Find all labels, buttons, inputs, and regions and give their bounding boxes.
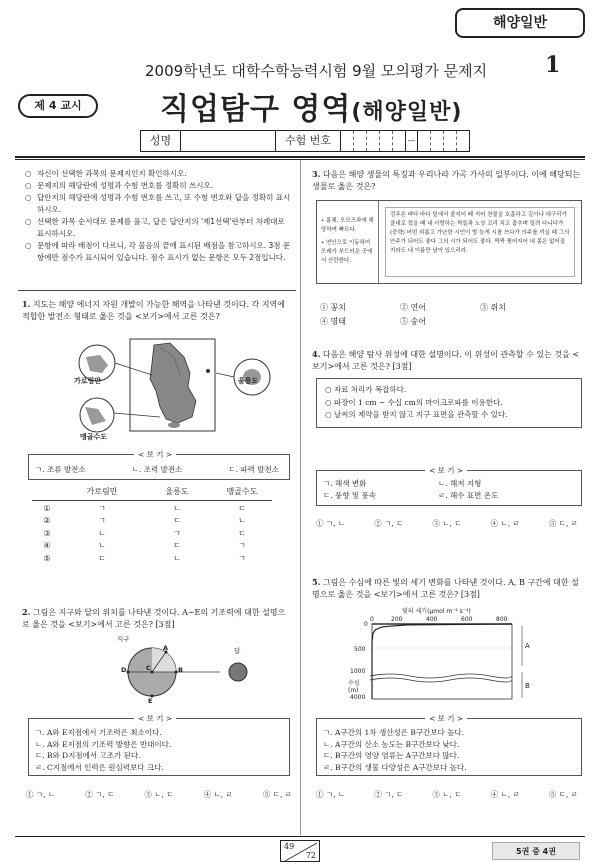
table-header: 가로림만 [86,487,118,496]
bogi-item: ㄴ. 조력 발전소 [131,465,183,474]
bogi-item: ㄱ. A와 E지점에서 기조력은 최소이다. [35,728,162,737]
q3-left-box: • 몸체, 오모즈과에 해당하며 빠르다. • 연안으로 이동하여 모래가 부드러운 곳에서 산란한다. [317,201,379,283]
fig-label: 지구 [117,635,130,643]
q4-bogi-box [316,466,582,506]
exam-number-field[interactable]: — [341,131,469,151]
y-axis-label: 수심 (m) [348,680,360,694]
choice-1[interactable]: ① 꽁치 [320,303,346,312]
y-tick: 1000 [350,668,366,675]
light-depth-chart [340,606,540,706]
choice-2[interactable]: ② ㄱ, ㄷ [85,790,115,799]
question-number: 2. [22,607,31,617]
choice-2[interactable]: ② ㄱ, ㄷ [374,790,404,799]
x-tick: 600 [461,616,473,623]
chart-title: 빛의 세기(μmol m⁻² s⁻¹) [402,608,471,615]
question-text: 그림은 수심에 따른 빛의 세기 변화를 나타낸 것이다. A, B 구간에 대한 설명으로 옳은 것을 <보기>에서 고른 것은? [3점] [312,578,579,599]
q5-bogi-box [316,714,582,776]
fig-label: C [146,664,151,672]
bogi-item: ㄹ. B구간의 생물 다양성은 A구간보다 높다. [323,762,467,772]
q5-choices [316,789,578,800]
y-tick: 0 [364,621,368,628]
choice-1[interactable]: ① ㄱ, ㄴ [316,519,346,528]
q3-info-box [316,200,582,284]
x-tick: 0 [370,616,374,623]
bogi-item: ㄴ. A구간의 산소 농도는 B구간보다 낮다. [323,739,460,749]
x-tick: 200 [391,616,403,623]
bogi-item: ㄱ. 해색 변화 [323,479,367,488]
question-number: 3. [312,169,321,179]
subject-title [160,84,462,128]
map-label-maenggol: 맹골수도 [80,433,108,441]
bogi-item: ㄷ. B구간의 영양 염류는 A구간보다 많다. [323,751,460,760]
subject-tag: 해양일반 [455,8,585,38]
desc-item: ○ 자료 처리가 복잡하다. [325,385,407,394]
choice-5[interactable]: ⑤ ㄷ, ㄹ [262,790,292,799]
question-number: 5. [312,577,321,587]
choice-4[interactable]: ④ ㄴ, ㄹ [490,790,520,799]
choice-4[interactable]: ④ ㄴ, ㄹ [203,790,233,799]
table-header: 맹골수도 [226,487,258,496]
x-tick: 800 [496,616,508,623]
choice-4[interactable]: ④ ㄴ, ㄹ [490,519,520,528]
q2-choices [26,789,292,800]
period-label: 제 4 교시 [18,94,98,118]
instruction-item: ○ 문항에 따라 배점이 다르니, 각 물음의 끝에 표시된 배점을 참고하시오. 3점 문항에만 점수가 표시되어 있습니다. 점수 표시가 없는 문항은 모두 2점입니다. [25,241,291,262]
choice-3[interactable]: ③ 쥐치 [480,303,506,312]
choice-3[interactable]: ③ ㄴ, ㄷ [432,519,462,528]
q4-choices [316,518,578,529]
question-number: 1. [22,299,31,309]
bogi-title: < 보 기 > [134,713,176,724]
choice-3[interactable]: ③ ㄴ, ㄷ [144,790,174,799]
page-counter [280,840,320,862]
question-number: 4. [312,349,321,359]
choice-3[interactable]: ③ ㄴ, ㄷ [432,790,462,799]
desc-item: ○ 날씨의 제약을 받지 않고 지구 표면을 관측할 수 있다. [325,410,508,419]
fig-label: A [163,644,169,652]
instruction-item: ○ 답안지의 해당란에 성명과 수험 번호를 쓰고, 또 수험 번호와 답을 정확히 표시하시오. [25,193,291,214]
bogi-title: < 보 기 > [425,465,467,476]
choice-2[interactable]: ② 연어 [400,303,426,312]
q4-desc-box [316,378,582,428]
table-row[interactable]: ① ㄱ ㄴ ㄷ [43,503,246,513]
bogi-item: ㄱ. 조류 발전소 [35,465,86,474]
question-text: 지도는 해양 에너지 자원 개발이 가능한 해역을 나타낸 것이다. 각 지역에 적합한 발전소 형태로 옳은 것을 <보기>에서 고른 것은? [22,300,285,321]
page-current: 49 [284,842,295,851]
bogi-item: ㄹ. C지점에서 인력은 원심력보다 크다. [35,762,164,772]
bogi-item: ㄹ. 해수 표면 온도 [438,491,499,500]
name-field[interactable] [181,131,276,151]
map-label-ulleungdo: 울릉도 [238,377,259,385]
q3-right-box: 검푸른 바다 바다 밑에서 줄지어 떼 지어 찬물을 호흡하고 길이나 대구리가 클대로 컸을 때 내 사랑하는 짝들과 노상 꼬리 치고 춤추며 밀려 다니다가 (중략) 어떤 외롭고 가난한 시인이 밤 늦게 시를 쓰다가 의주를 끼실 때 그의 안주가 되어도 좋다 그의 시가 되어도 좋다. 짝짝 찢어지어 내 몸은 없어질지라도 내 이름만 남아 있으리라. [385,207,575,277]
choice-1[interactable]: ① ㄱ, ㄴ [26,790,56,799]
name-number-box [140,130,470,152]
question-1 [22,298,292,323]
desc-item: ○ 파장이 1 cm ~ 수십 cm의 마이크로파를 이용한다. [325,397,503,407]
bogi-item: ㄴ. 해저 지형 [438,479,482,488]
question-3 [312,168,584,193]
fig-label: E [148,697,153,705]
subject-title-sub: (해양일반) [351,100,463,125]
fig-label: B [178,666,183,674]
zone-label-a: A [525,642,530,650]
page-number: 1 [545,52,561,78]
question-4 [312,348,584,373]
instruction-item: ○ 문제지의 해당란에 성명과 수험 번호를 정확히 쓰시오. [25,181,214,190]
q3-choices [320,302,570,327]
subject-title-main: 직업탐구 영역 [160,92,352,127]
y-tick: 500 [354,646,366,653]
instruction-item: ○ 자신이 선택한 과목의 문제지인지 확인하시오. [25,169,187,178]
table-row[interactable]: ④ ㄴ ㄷ ㄱ [43,541,246,550]
fig-label: D [121,666,127,674]
bogi-item: ㄷ. 파력 발전소 [228,465,279,474]
question-text: 그림은 지구와 달의 위치를 나타낸 것이다. A~E의 기조력에 대한 설명으로 옳은 것을 <보기>에서 고른 것은? [3점] [22,608,286,629]
name-label: 성명 [141,131,181,151]
table-header: 울릉도 [165,487,189,496]
q2-bogi-box [28,714,290,776]
zone-label-b: B [525,682,530,690]
instruction-item: ○ 선택한 과목 순서대로 문제를 풀고, 답은 답안지의 '제1선택'란부터 차례대로 표시하시오. [25,217,285,238]
table-row[interactable]: ⑤ ㄷ ㄴ ㄱ [43,553,246,563]
y-tick: 4000 [350,694,366,701]
bogi-item: ㄴ. A와 E지점의 기조력 방향은 반대이다. [35,739,172,749]
question-2 [22,606,292,631]
choice-5[interactable]: ⑤ ㄷ, ㄹ [548,519,578,528]
question-text: 다음은 해양 생물의 특징과 우리나라 가곡 가사의 일부이다. 이에 해당되는 생물로 옳은 것은? [312,170,581,191]
page-total: 72 [305,851,316,860]
bogi-item: ㄱ. A구간의 1차 생산성은 B구간보다 높다. [323,728,465,737]
choice-5[interactable]: ⑤ 숭어 [400,317,426,326]
bogi-item: ㄷ. B와 D지점에서 고조가 된다. [35,751,141,760]
q1-bogi-box [28,450,290,480]
choice-4[interactable]: ④ 명태 [320,317,346,326]
question-5 [312,576,584,601]
map-label-garorim: 가로림만 [74,377,102,385]
volume-badge: 5권 중 4권 [492,842,580,860]
bogi-title: < 보 기 > [425,713,467,724]
bogi-title: < 보 기 > [134,449,176,460]
exam-number-label: 수험 번호 [276,131,341,151]
instructions [25,168,293,264]
fig-label: 달 [234,647,241,655]
q1-answer-table [32,486,272,565]
exam-title: 2009학년도 대학수학능력시험 9월 모의평가 문제지 [145,62,488,80]
table-row[interactable]: ③ ㄴ ㄱ ㄷ [43,528,246,538]
choice-5[interactable]: ⑤ ㄷ, ㄹ [548,790,578,799]
x-tick: 400 [426,616,438,623]
table-row[interactable]: ② ㄱ ㄷ ㄴ [43,516,246,525]
bogi-item: ㄷ. 풍향 및 풍속 [323,491,377,500]
question-text: 다음은 해양 탐사 위성에 대한 설명이다. 이 위성이 관측할 수 있는 것을 <보기>에서 고른 것은? [3점] [312,350,580,371]
choice-2[interactable]: ② ㄱ, ㄷ [374,519,404,528]
choice-1[interactable]: ① ㄱ, ㄴ [316,790,346,799]
